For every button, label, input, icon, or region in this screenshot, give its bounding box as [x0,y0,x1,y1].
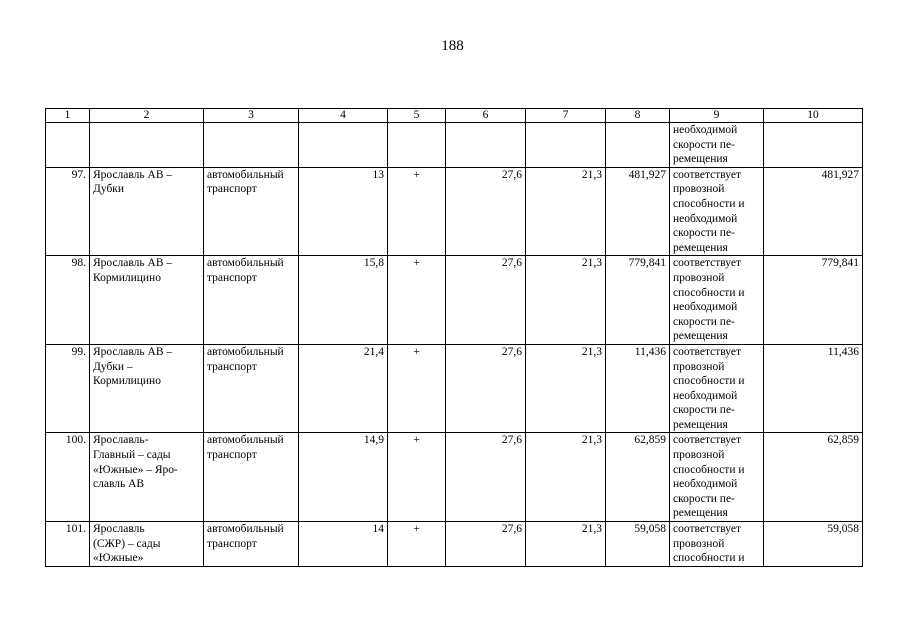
value-cell: 21,3 [526,167,606,256]
route-cell: Ярославль- Главный – сады «Южные» – Яро- славль АВ [90,433,204,522]
column-header: 6 [446,109,526,123]
column-header: 5 [388,109,446,123]
table-row [46,344,863,433]
row-number-cell: 97. [46,167,90,256]
row-number-cell: 101. [46,522,90,567]
mark-cell: + [388,256,446,345]
table-row [46,167,863,256]
length-cell: 21,4 [299,344,388,433]
column-header: 2 [90,109,204,123]
table-row [46,433,863,522]
transport-type-cell: автомобильный транспорт [204,433,299,522]
transport-type-cell: автомобильный транспорт [204,522,299,567]
value-cell: 59,058 [764,522,863,567]
mark-cell: + [388,344,446,433]
value-cell: 21,3 [526,344,606,433]
value-cell: 779,841 [764,256,863,345]
assessment-cell: соответствует провозной способности и необходимой скорости пе- ремещения [670,256,764,345]
value-cell: 27,6 [446,344,526,433]
table-row [46,256,863,345]
continuation-text: необходимой скорости пе- ремещения [670,123,764,168]
row-number-cell: 100. [46,433,90,522]
route-cell: Ярославль (СЖР) – сады «Южные» [90,522,204,567]
column-header: 10 [764,109,863,123]
assessment-cell: соответствует провозной способности и необходимой скорости пе- ремещения [670,167,764,256]
value-cell: 27,6 [446,256,526,345]
assessment-cell: соответствует провозной способности и необходимой скорости пе- ремещения [670,433,764,522]
continuation-row [46,123,863,168]
row-number-cell: 98. [46,256,90,345]
column-header: 8 [606,109,670,123]
length-cell: 14 [299,522,388,567]
column-header: 3 [204,109,299,123]
route-cell: Ярославль АВ – Кормилицино [90,256,204,345]
assessment-cell: соответствует провозной способности и необходимой скорости пе- ремещения [670,344,764,433]
value-cell: 11,436 [764,344,863,433]
column-number-row [46,109,863,123]
column-header: 7 [526,109,606,123]
value-cell: 27,6 [446,167,526,256]
column-header: 1 [46,109,90,123]
value-cell: 21,3 [526,256,606,345]
value-cell: 27,6 [446,433,526,522]
column-header: 4 [299,109,388,123]
value-cell: 779,841 [606,256,670,345]
transport-type-cell: автомобильный транспорт [204,167,299,256]
value-cell: 11,436 [606,344,670,433]
route-cell: Ярославль АВ – Дубки – Кормилицино [90,344,204,433]
table-row [46,522,863,567]
transport-type-cell: автомобильный транспорт [204,256,299,345]
length-cell: 13 [299,167,388,256]
value-cell: 21,3 [526,433,606,522]
length-cell: 15,8 [299,256,388,345]
value-cell: 481,927 [764,167,863,256]
mark-cell: + [388,522,446,567]
transport-type-cell: автомобильный транспорт [204,344,299,433]
value-cell: 59,058 [606,522,670,567]
routes-table [45,108,863,567]
route-cell: Ярославль АВ – Дубки [90,167,204,256]
value-cell: 62,859 [606,433,670,522]
assessment-cell: соответствует провозной способности и [670,522,764,567]
value-cell: 481,927 [606,167,670,256]
value-cell: 27,6 [446,522,526,567]
row-number-cell: 99. [46,344,90,433]
mark-cell: + [388,433,446,522]
column-header: 9 [670,109,764,123]
value-cell: 62,859 [764,433,863,522]
length-cell: 14,9 [299,433,388,522]
page-number: 188 [441,38,464,54]
mark-cell: + [388,167,446,256]
value-cell: 21,3 [526,522,606,567]
